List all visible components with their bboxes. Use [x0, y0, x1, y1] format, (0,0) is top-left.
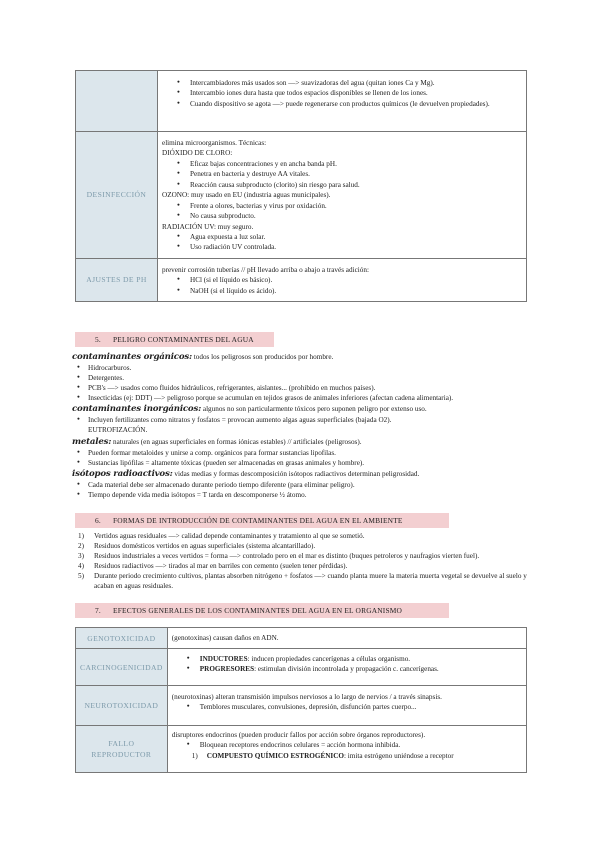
list-item [78, 561, 527, 571]
bullet-list [72, 415, 524, 425]
section-title: EFECTOS GENERALES DE LOS CONTAMINANTES DEL AGUA EN EL ORGANISMO [113, 606, 403, 615]
list-item: ● Tiempo depende vida media isótopos = T tarda en descomponerse ½ átomo. [88, 490, 524, 500]
row-label-ajustes: AJUSTES DE PH [76, 258, 158, 301]
section-5-heading [75, 332, 274, 347]
list-text: : imita estrógeno uniéndose a receptor [344, 751, 454, 760]
list-item: ● Frente a olores, bacterias y virus por oxidación. [190, 201, 522, 211]
paragraph-text: naturales (en aguas superficiales en formas iónicas estables) // artificiales (peligrosos). [113, 437, 362, 446]
cell-text: (neurotoxinas) alteran transmisión impulsos nerviosos a lo largo de nervios / a través sinapsis. [171, 693, 442, 701]
bullet-list [162, 159, 522, 190]
paragraph-text: EUTROFIZACIÓN. [88, 426, 148, 435]
effects-table [75, 627, 527, 773]
bullet-list [162, 232, 522, 253]
list-item [78, 551, 527, 561]
numbered-list [75, 531, 527, 591]
cell-text: DIÓXIDO DE CLORO: [162, 149, 233, 158]
term-bold: INDUCTORES [199, 655, 248, 663]
list-item: ● NaOH (si el líquido es ácido). [190, 286, 522, 296]
section-7-heading [75, 603, 449, 618]
row-label-neurotoxicidad: NEUROTOXICIDAD [76, 686, 168, 726]
list-item: ● Reacción causa subproducto (clorito) sin riesgo para salud. [190, 180, 522, 190]
numbered-item [172, 751, 522, 761]
section-6-body [75, 531, 527, 591]
list-item: ● Eficaz bajas concentraciones y en ancha banda pH. [190, 159, 522, 169]
cell-text: OZONO: muy usado en EU (industria aguas municipales). [162, 191, 331, 200]
section-6-heading [75, 513, 449, 528]
table-row [76, 649, 527, 686]
term-heading: contaminantes orgánicos: [72, 352, 192, 362]
term-heading: metales: [72, 436, 112, 447]
table-row [76, 726, 527, 773]
list-text: Durante periodo crecimiento cultivos, plantas absorben nitrógeno + fosfatos —> cuando planta muere la materia muerta vegetal se devuelve al suelo y acaban en aguas residuales. [94, 572, 527, 591]
list-item [200, 664, 522, 674]
section-5-body [72, 351, 524, 500]
row-label-desinfeccion: DESINFECCIÓN [76, 132, 158, 259]
section-title: FORMAS DE INTRODUCCIÓN DE CONTAMINANTES DEL AGUA EN EL AMBIENTE [113, 516, 403, 525]
paragraph [72, 436, 524, 448]
section-number: 5. [95, 335, 101, 344]
empty-label-cell [76, 71, 158, 132]
paragraph [72, 403, 524, 415]
list-item: ● HCl (si el líquido es básico). [190, 275, 522, 285]
list-item [78, 531, 527, 541]
bullet-list [162, 78, 522, 109]
list-number: 4) [78, 562, 84, 571]
list-item [78, 541, 527, 551]
list-item: ● Hidrocarburos. [88, 363, 524, 373]
cell-text: elimina microorganismos. Técnicas: [162, 139, 267, 147]
section-number: 6. [95, 516, 101, 525]
list-item: ● Uso radiación UV controlada. [190, 242, 522, 252]
label-line: FALLO [108, 739, 135, 748]
bullet-list [162, 201, 522, 222]
label-line: REPRODUCTOR [91, 750, 152, 759]
list-item: ● Intercambiadores más usados son —> suavizadoras del agua (quitan iones Ca y Mg). [190, 78, 522, 88]
table-cell [167, 628, 526, 649]
term-heading: isótopos radioactivos: [72, 468, 173, 479]
paragraph-text: todos los peligrosos son producidos por hombre. [193, 353, 334, 361]
list-item: ● Sustancias lipófilas = altamente tóxicas (pueden ser almacenadas en grasas animales y hombre). [88, 458, 524, 468]
term-bold: COMPUESTO QUÍMICO ESTROGÉNICO [206, 751, 345, 760]
list-text: Residuos domésticos vertidos en aguas superficiales (sistema alcantarillado). [94, 542, 316, 551]
list-item: ● Penetra en bacteria y destruye AA vitales. [190, 169, 522, 179]
list-text: Vertidos aguas residuales —> calidad depende contaminantes y tratamiento al que se sometió. [94, 532, 365, 540]
table-cell [167, 649, 526, 686]
table-cell [167, 686, 526, 726]
list-text: : estimulan división incontrolada y propagación c. cancerígenas. [254, 665, 439, 674]
row-label-fallo-reproductor [76, 726, 168, 773]
table-row [76, 132, 527, 259]
bullet-list [72, 480, 524, 500]
section-number: 7. [95, 606, 101, 615]
bullet-list [172, 654, 522, 675]
list-number: 1) [191, 751, 198, 760]
list-number: 5) [78, 572, 84, 581]
list-item: ● Incluyen fertilizantes como nitratos y fosfatos = provocan aumento algas aguas superficiales (bajada O2). [88, 415, 524, 425]
list-text: Residuos radiactivos —> tirados al mar en barriles con cemento (suelen tener pérdidas). [94, 562, 348, 571]
list-item: ● Bloquean receptores endocrinos celulares = acción hormona inhibida. [200, 740, 522, 750]
list-item: ● No causa subproducto. [190, 211, 522, 221]
term-bold: PROGRESORES [199, 665, 255, 674]
list-item: ● Agua expuesta a luz solar. [190, 232, 522, 242]
table-row [76, 258, 527, 301]
bullet-list [72, 448, 524, 468]
row-label-carcinogenicidad: CARCINOGENICIDAD [76, 649, 168, 686]
cell-text: RADIACIÓN UV: muy seguro. [162, 222, 254, 231]
table-row [76, 71, 527, 132]
table-row [76, 686, 527, 726]
table-cell [158, 132, 527, 259]
list-item: ● PCB's —> usados como fluidos hidráulicos, refrigerantes, aislantes... (prohibido en muchos países). [88, 383, 524, 393]
treatment-table [75, 70, 527, 302]
list-text: Residuos industriales a veces vertidos = forma —> controlado pero en el mar es distinto (buques petroleros y naufragios vierten fuel). [94, 552, 480, 561]
list-number: 3) [78, 552, 84, 561]
list-item: ● Detergentes. [88, 373, 524, 383]
bullet-list [162, 275, 522, 296]
term-heading: contaminantes inorgánicos: [72, 404, 202, 415]
list-item: ● Pueden formar metaloides y unirse a comp. orgánicos para formar sustancias lipofilas. [88, 448, 524, 458]
bullet-list [72, 363, 524, 403]
paragraph-text: vidas medias y formas descomposición isótopos radiactivos determinan peligrosidad. [174, 469, 420, 478]
list-number: 2) [78, 542, 84, 551]
cell-text: (genotoxinas) causan daños en ADN. [171, 633, 279, 642]
list-item: ● Cuando dispositivo se agota —> puede regenerarse con productos químicos (le devuelven propiedades). [190, 99, 522, 109]
row-label-genotoxicidad: GENOTOXICIDAD [76, 628, 168, 649]
list-item: ● Cada material debe ser almacenado durante periodo tiempo diferente (para eliminar peligro). [88, 480, 524, 490]
list-item [200, 654, 522, 664]
table-cell [158, 258, 527, 301]
list-number: 1) [78, 532, 84, 540]
paragraph [72, 351, 524, 363]
cell-text: prevenir corrosión tuberías // pH llevado arriba o abajo a través adición: [162, 265, 369, 274]
table-row [76, 628, 527, 649]
table-cell [158, 71, 527, 132]
section-title: PELIGRO CONTAMINANTES DEL AGUA [113, 335, 254, 344]
bullet-list [172, 740, 522, 750]
paragraph [72, 468, 524, 480]
bullet-list [172, 702, 522, 712]
table-cell [167, 726, 526, 773]
cell-text: disruptores endocrinos (pueden producir fallos por acción sobre órganos reproductores). [171, 731, 426, 739]
list-item: ● Temblores musculares, convulsiones, depresión, disfunción partes cuerpo... [200, 702, 522, 712]
list-text: : inducen propiedades cancerígenas a células organismo. [247, 655, 411, 663]
list-item: ● Insecticidas (ej: DDT) —> peligroso porque se acumulan en tejidos grasos de animales inferiores (afectan cadena alimentaria). [88, 393, 524, 403]
list-item: ● Intercambio iones dura hasta que todos espacios disponibles se llenen de los iones. [190, 88, 522, 98]
list-item [78, 571, 527, 591]
paragraph-text: algunos no son particularmente tóxicos pero suponen peligro por extenso uso. [202, 405, 427, 414]
